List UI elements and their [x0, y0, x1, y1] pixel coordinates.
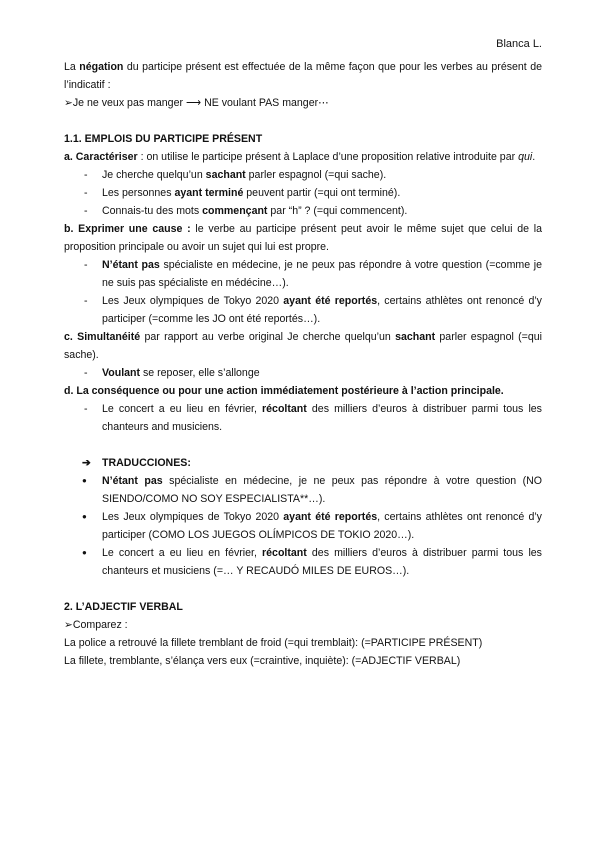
list-item: - Je cherche quelqu’un sachant parler espagnol (=qui sache).: [64, 166, 542, 184]
section-b-list: [64, 256, 542, 328]
list-item: - Les Jeux olympiques de Tokyo 2020 ayant été reportés, certains athlètes ont renoncé d’y participer (=comme les JO ont été reportés…).: [64, 292, 542, 328]
section2-title: 2. L’ADJECTIF VERBAL: [64, 601, 183, 613]
intro-pre: La: [64, 61, 80, 73]
list-item: ● N’étant pas spécialiste en médecine, je ne peux pas répondre à votre question (NO SIENDO/COMO NO SOY ESPECIALISTA**…).: [64, 472, 542, 508]
compare-line-1: La police a retrouvé la fillete tremblant de froid (=qui tremblait): (=PARTICIPE PRÉSENT): [64, 637, 483, 649]
section-c-list: [64, 364, 542, 382]
section-c-label: c. Simultanéité: [64, 331, 141, 343]
translations-list: [64, 472, 542, 580]
section-d-label: d. La conséquence ou pour une action immédiatement postérieure à l’action principale.: [64, 385, 504, 397]
section-a-paragraph: a. Caractériser : on utilise le participe présent à Laplace d’une proposition relative introduite par qui.: [64, 151, 536, 163]
intro-example: ➢Je ne veux pas manger ⟶ NE voulant PAS manger⋯: [64, 97, 329, 109]
section-c-paragraph: c. Simultanéité par rapport au verbe original Je cherche quelqu’un sachant parler espagnol (=qui sache).: [64, 331, 542, 361]
intro-post: du participe présent est effectuée de la même façon que pour les verbes au présent de l’indicatif :: [64, 61, 542, 91]
author-name: Blanca L.: [496, 38, 542, 50]
arrow-icon: ➔: [82, 457, 91, 469]
list-item: - Voulant se reposer, elle s’allonge: [64, 364, 542, 382]
section-b-label: b. Exprimer une cause :: [64, 223, 191, 235]
list-item: - N’étant pas spécialiste en médecine, je ne peux pas répondre à votre question (=comme je ne suis pas spécialiste en médécine…).: [64, 256, 542, 292]
compare-label: ➢Comparez :: [64, 619, 128, 631]
section-d-paragraph: [64, 382, 542, 400]
section1-title: 1.1. EMPLOIS DU PARTICIPE PRÉSENT: [64, 133, 263, 145]
translations-heading: ➔ TRADUCCIONES:: [64, 454, 542, 472]
list-item: ● Le concert a eu lieu en février, récoltant des milliers d’euros à distribuer parmi tous les chanteurs et musiciens (=… Y RECAUDÓ MILES DE EUROS…).: [64, 544, 542, 580]
intro-bold: négation: [79, 61, 124, 73]
section-a-label: a. Caractériser: [64, 151, 138, 163]
section-a-list: [64, 166, 542, 220]
list-item: ● Les Jeux olympiques de Tokyo 2020 ayant été reportés, certains athlètes ont renoncé d’y participer (COMO LOS JUEGOS OLÍMPICOS DE TOKIO 2020…).: [64, 508, 542, 544]
list-item: - Connais-tu des mots commençant par “h” ? (=qui commencent).: [64, 202, 542, 220]
intro-paragraph: [64, 58, 542, 94]
list-item: - Le concert a eu lieu en février, récoltant des milliers d’euros à distribuer parmi tous les chanteurs and musiciens.: [64, 400, 542, 436]
section-d-list: [64, 400, 542, 436]
list-item: - Les personnes ayant terminé peuvent partir (=qui ont terminé).: [64, 184, 542, 202]
document-body: [64, 58, 542, 670]
section-b-paragraph: b. Exprimer une cause : le verbe au participe présent peut avoir le même sujet que celui de la proposition principale ou avoir un sujet qui lui est propre.: [64, 223, 542, 253]
compare-line-2: La fillete, tremblante, s’élança vers eux (=craintive, inquiète): (=ADJECTIF VERBAL): [64, 655, 461, 667]
